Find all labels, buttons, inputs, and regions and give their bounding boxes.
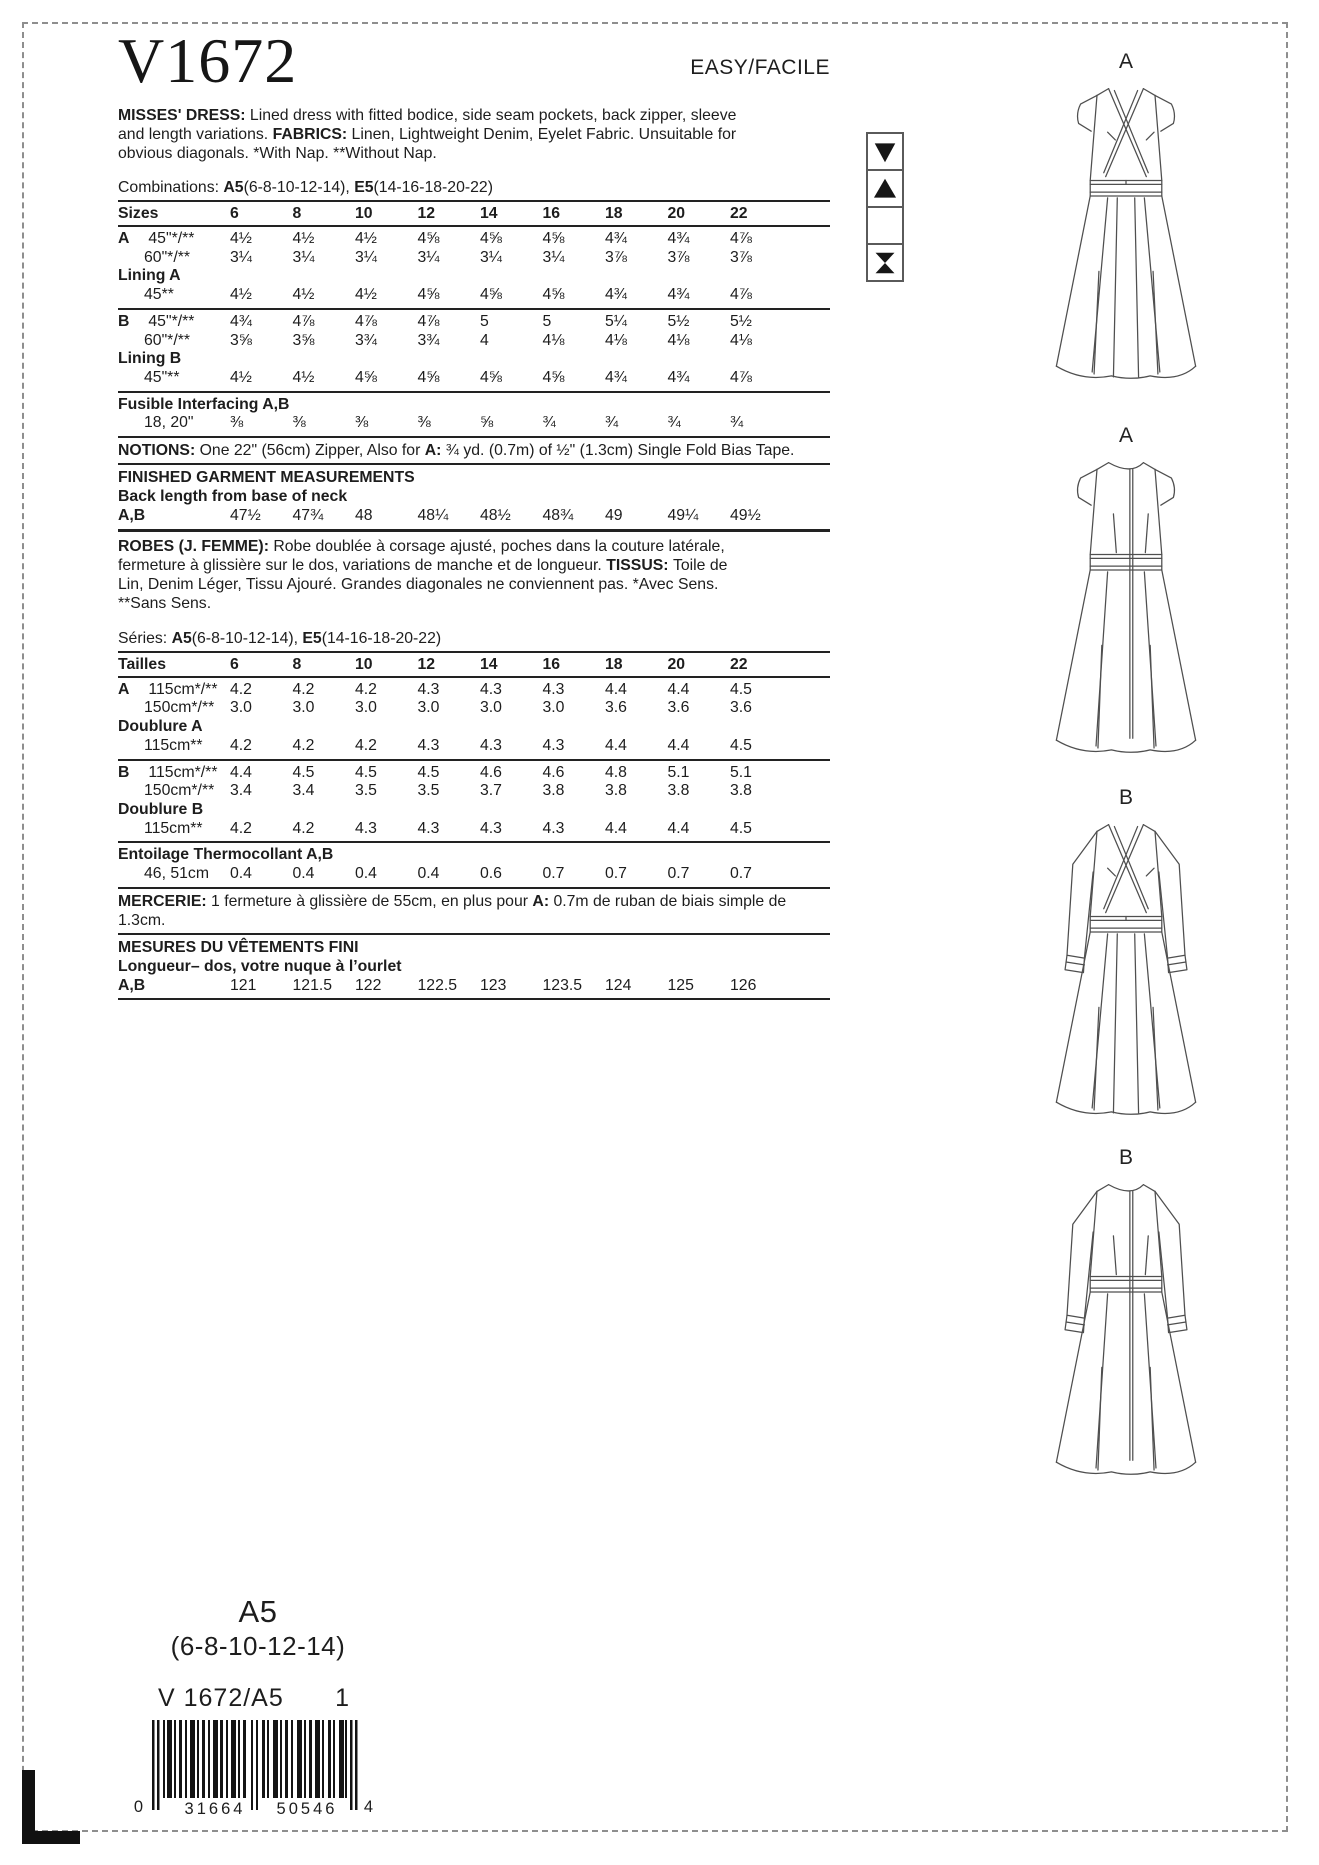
yardage-value: 48¼ <box>417 507 449 525</box>
size-column-header: 14 <box>480 205 498 222</box>
finished-measurements-table <box>118 507 830 532</box>
yardage-value: 3.8 <box>730 782 752 800</box>
mesures-title: MESURES DU VÊTEMENTS FINI <box>118 938 359 956</box>
view-b-back-label: B <box>1118 1146 1133 1169</box>
yardage-value: 4½ <box>292 230 315 247</box>
size-column-header: 12 <box>417 655 436 673</box>
row-label: 46, 51cm <box>144 865 209 883</box>
yardage-value: 0.7 <box>605 865 627 883</box>
yardage-value: 4.4 <box>605 680 627 698</box>
row-label: 60"*/** <box>144 331 191 349</box>
yardage-value: 4⅛ <box>730 331 752 349</box>
main-text-column <box>118 25 830 1003</box>
yardage-value: 4.2 <box>230 819 252 837</box>
yardage-value: 4½ <box>292 368 315 386</box>
yardage-value: 4.5 <box>292 763 315 781</box>
text-segment: Séries: <box>118 629 172 647</box>
yardage-value: 3.0 <box>355 699 377 717</box>
row-label: 150cm*/** <box>144 782 215 800</box>
yardage-value: 4.4 <box>667 819 690 837</box>
series-line <box>118 629 830 653</box>
size-range-label: (6-8-10-12-14) <box>170 1631 346 1661</box>
yardage-value: 4⅝ <box>542 230 565 247</box>
row-label: 60"*/** <box>144 248 191 266</box>
mesures-table <box>118 977 830 1001</box>
yardage-value: 4⅛ <box>542 331 565 349</box>
view-a-back-label: A <box>1118 424 1133 447</box>
row-label: 115cm** <box>144 736 203 754</box>
size-column-header: 12 <box>417 205 436 222</box>
size-column-header: 10 <box>355 205 373 222</box>
yardage-value: 5 <box>480 312 489 330</box>
yardage-value: 4⅝ <box>542 286 565 304</box>
text-segment: (14-16-18-20-22) <box>373 179 493 196</box>
dress-view-a-back <box>1040 424 1212 776</box>
table-row <box>118 977 830 1001</box>
yardage-value: 4.3 <box>542 680 565 698</box>
yardage-value: 0.4 <box>417 865 440 883</box>
row-label: A 45"*/** <box>118 230 195 247</box>
yardage-value: 4.3 <box>480 819 502 837</box>
yardage-value: 4.5 <box>355 763 377 781</box>
text-segment: Toile de Lin, Denim Léger, Tissu Ajouré. Grandes diagonales ne conviennent pas. *Avec Sens. **Sans Sens. <box>118 556 728 612</box>
yardage-value: 4.3 <box>417 819 440 837</box>
yardage-value: ¾ <box>667 414 681 432</box>
size-column-header: 22 <box>730 655 748 673</box>
row-label: 45** <box>144 286 174 304</box>
row-label: Lining B <box>118 350 182 368</box>
yardage-value: 4⅞ <box>292 312 315 330</box>
yardage-value: 123 <box>480 976 507 994</box>
table-label-header: Tailles <box>118 655 166 673</box>
yardage-value: 3.8 <box>667 782 690 800</box>
barcode-lead-digit: 0 <box>133 1798 147 1816</box>
dress-view-b-back-illustration <box>1042 1174 1210 1498</box>
size-combination-label: A5 <box>238 1594 278 1629</box>
yardage-value: 0.7 <box>667 865 690 883</box>
text-segment: ¾ yd. (0.7m) of ½" (1.3cm) Single Fold Bias Tape. <box>445 442 795 460</box>
yardage-value: 3⅞ <box>667 248 690 266</box>
table-row <box>118 718 830 737</box>
text-segment: A5 <box>171 629 192 647</box>
text-segment: Robe doublée à corsage ajusté, poches dans la couture latérale, fermeture à glissière sur le dos, variations de manche et de longueur. <box>118 537 725 574</box>
yardage-value: ⅝ <box>480 414 494 432</box>
blank-symbol-cell <box>866 206 904 245</box>
text-segment: ROBES (J. FEMME): <box>118 537 274 555</box>
yardage-value: ⅜ <box>292 414 306 432</box>
text-segment: Combinations: <box>118 179 224 196</box>
yardage-value: 3.5 <box>417 782 440 800</box>
yardage-value: 4.5 <box>730 819 752 837</box>
table-row <box>118 230 830 249</box>
yardage-value: 4.2 <box>292 680 315 698</box>
yardage-value: 3.0 <box>480 699 502 717</box>
mesures-subtitle: Longueur– dos, votre nuque à l’ourlet <box>118 957 402 975</box>
pattern-number: V1672 <box>118 25 298 96</box>
yardage-value: 4.3 <box>355 819 377 837</box>
view-a-label: A <box>1118 50 1133 73</box>
yardage-value: 5½ <box>667 312 690 330</box>
yardage-value: 4.6 <box>480 763 502 781</box>
yardage-value: 3.6 <box>730 699 752 717</box>
french-description <box>118 537 740 613</box>
yardage-value: 121 <box>230 976 257 994</box>
yardage-value: 3.4 <box>292 782 315 800</box>
yardage-value: 3.4 <box>230 782 252 800</box>
size-column-header: 14 <box>480 655 498 673</box>
yardage-value: ¾ <box>730 414 744 432</box>
yardage-value: 47¾ <box>292 507 324 525</box>
yardage-value: 3¼ <box>292 248 315 266</box>
sku-label: V 1672/A5 <box>158 1684 284 1712</box>
yardage-value: 3.8 <box>605 782 627 800</box>
yardage-value: 4¾ <box>605 230 627 247</box>
text-segment: E5 <box>354 179 374 196</box>
hourglass-icon <box>866 243 904 282</box>
view-b-label: B <box>1118 786 1133 809</box>
yardage-value: 4⅝ <box>417 368 440 386</box>
barcode-group2-digits: 50546 <box>276 1800 338 1818</box>
yardage-value: 4.3 <box>417 736 440 754</box>
table-row <box>118 737 830 761</box>
text-segment: A: <box>532 892 554 910</box>
table-row <box>118 764 830 783</box>
yardage-value: ¾ <box>542 414 556 432</box>
text-segment: 0.7m de ruban de biais simple de 1.3cm. <box>118 892 787 929</box>
header-row <box>118 25 830 106</box>
table-row <box>118 414 830 438</box>
yardage-value: 4.5 <box>730 736 752 754</box>
without-nap-triangle-up-icon <box>866 169 904 208</box>
yardage-value: 0.4 <box>355 865 377 883</box>
size-column-header: 20 <box>667 205 686 222</box>
text-segment: A: <box>424 442 446 460</box>
table-row <box>118 350 830 369</box>
imperial-yardage-table <box>118 203 830 438</box>
table-row <box>118 369 830 393</box>
row-label: Fusible Interfacing A,B <box>118 395 290 413</box>
yardage-value: 4.4 <box>605 819 627 837</box>
table-row <box>118 332 830 351</box>
row-label: A,B <box>118 976 146 994</box>
size-column-header: 8 <box>292 205 302 222</box>
yardage-value: 4⅞ <box>730 368 752 386</box>
yardage-value: 4⅞ <box>355 312 377 330</box>
yardage-value: 0.4 <box>292 865 315 883</box>
row-label: A 115cm*/** <box>118 680 218 698</box>
yardage-value: 4.2 <box>355 736 377 754</box>
yardage-value: 4.4 <box>230 763 252 781</box>
table-row <box>118 249 830 268</box>
yardage-value: 4½ <box>230 230 252 247</box>
yardage-value: 4¾ <box>605 368 627 386</box>
yardage-value: 5½ <box>730 312 752 330</box>
yardage-value: 3.0 <box>542 699 565 717</box>
yardage-value: 126 <box>730 976 757 994</box>
yardage-value: 3⅝ <box>292 331 315 349</box>
table-row <box>118 507 830 532</box>
yardage-value: 3¾ <box>417 331 440 349</box>
yardage-value: 4⅛ <box>605 331 627 349</box>
yardage-value: 4.3 <box>480 680 502 698</box>
size-column-header: 16 <box>542 655 561 673</box>
table-row <box>118 782 830 801</box>
yardage-value: 5¼ <box>605 312 627 330</box>
yardage-value: 122.5 <box>417 976 458 994</box>
row-label: B 45"*/** <box>118 312 195 330</box>
text-segment: Linen, Lightweight Denim, Eyelet Fabric. Unsuitable for obvious diagonals. *With Nap. **Without Nap. <box>118 126 737 162</box>
yardage-value: ⅜ <box>417 414 431 432</box>
yardage-value: 4⅝ <box>480 286 502 304</box>
row-label: B 115cm*/** <box>118 763 218 781</box>
text-segment: A5 <box>223 179 244 196</box>
row-label: 18, 20" <box>144 414 194 432</box>
yardage-value: 49 <box>605 507 623 525</box>
yardage-value: 48 <box>355 507 373 525</box>
text-segment: MISSES' DRESS: <box>118 107 250 124</box>
table-row <box>118 286 830 310</box>
yardage-value: 3⅞ <box>605 248 627 266</box>
yardage-value: 3.6 <box>667 699 690 717</box>
yardage-value: 4⅝ <box>480 230 502 247</box>
finished-measurements-title: FINISHED GARMENT MEASUREMENTS <box>118 469 415 487</box>
yardage-value: 4⅝ <box>480 368 502 386</box>
yardage-value: 4.2 <box>355 680 377 698</box>
yardage-value: 5 <box>542 312 552 330</box>
dress-view-b-back <box>1040 1146 1212 1498</box>
table-row <box>118 820 830 844</box>
yardage-value: 5.1 <box>730 763 752 781</box>
yardage-value: 4¾ <box>667 368 690 386</box>
english-description <box>118 106 740 163</box>
yardage-value: 48½ <box>480 507 511 525</box>
table-label-header: Sizes <box>118 205 159 222</box>
size-column-header: 8 <box>292 655 302 673</box>
size-column-header: 22 <box>730 205 748 222</box>
table-row <box>118 846 830 865</box>
size-column-header: 18 <box>605 205 623 222</box>
corner-registration-mark <box>22 1831 80 1844</box>
yardage-value: 3¼ <box>355 248 377 266</box>
yardage-value: 4.2 <box>292 736 315 754</box>
yardage-value: 4.3 <box>542 819 565 837</box>
yardage-value: 3¼ <box>480 248 502 266</box>
yardage-value: 4¾ <box>605 286 627 304</box>
yardage-value: ¾ <box>605 414 619 432</box>
yardage-value: 4¾ <box>667 286 690 304</box>
row-label: Doublure A <box>118 718 203 736</box>
yardage-value: 3⅝ <box>230 331 252 349</box>
yardage-value: 3¾ <box>355 331 377 349</box>
yardage-value: 3.0 <box>230 699 252 717</box>
yardage-value: 3.5 <box>355 782 377 800</box>
yardage-value: 4⅞ <box>730 286 752 304</box>
yardage-value: 125 <box>667 976 694 994</box>
yardage-value: 3.6 <box>605 699 627 717</box>
text-segment: MERCERIE: <box>118 892 212 910</box>
yardage-value: 121.5 <box>292 976 333 994</box>
yardage-value: 4¾ <box>230 312 252 330</box>
yardage-value: 124 <box>605 976 632 994</box>
yardage-value: 4.6 <box>542 763 565 781</box>
table-row <box>118 267 830 286</box>
yardage-value: 4.8 <box>605 763 627 781</box>
text-segment: Lined dress with fitted bodice, side seam pockets, back zipper, sleeve and length variations. <box>118 107 737 143</box>
text-segment: TISSUS: <box>606 556 673 574</box>
yardage-value: 4⅝ <box>355 368 377 386</box>
yardage-value: 47½ <box>230 507 261 525</box>
size-column-header: 10 <box>355 655 373 673</box>
with-nap-triangle-down-icon <box>866 132 904 171</box>
barcode-check-digit: 4 <box>363 1798 377 1816</box>
text-segment: (6-8-10-12-14), <box>243 179 355 196</box>
text-segment: 1 fermeture à glissière de 55cm, en plus pour <box>211 892 533 910</box>
upc-barcode <box>152 1720 358 1812</box>
yardage-value: 4.2 <box>230 736 252 754</box>
text-segment: (6-8-10-12-14), <box>191 629 303 647</box>
table-row <box>118 699 830 718</box>
yardage-value: 3.0 <box>417 699 440 717</box>
yardage-value: 123.5 <box>542 976 583 994</box>
yardage-value: 4.3 <box>542 736 565 754</box>
row-label: 150cm*/** <box>144 699 215 717</box>
yardage-value: 4½ <box>230 368 252 386</box>
yardage-value: 4¾ <box>667 230 690 247</box>
mercerie-paragraph <box>118 892 830 935</box>
table-row <box>118 396 830 415</box>
footer-size-block <box>118 1594 398 1662</box>
dress-view-a-front <box>1040 50 1212 402</box>
row-label: Doublure B <box>118 800 204 818</box>
dress-view-b-front <box>1040 786 1212 1138</box>
sku-row <box>158 1684 350 1713</box>
yardage-value: 4.3 <box>417 680 440 698</box>
yardage-value: 3.8 <box>542 782 565 800</box>
yardage-value: 4.5 <box>730 680 752 698</box>
size-column-header: 20 <box>667 655 686 673</box>
yardage-value: 4½ <box>355 286 377 304</box>
yardage-value: ⅜ <box>230 414 244 432</box>
yardage-value: 48¾ <box>542 507 574 525</box>
yardage-value: 49½ <box>730 507 761 525</box>
yardage-value: 3⅞ <box>730 248 752 266</box>
finished-measurements-subtitle: Back length from base of neck <box>118 488 348 506</box>
yardage-value: 0.6 <box>480 865 502 883</box>
row-label: Entoilage Thermocollant A,B <box>118 846 334 864</box>
difficulty-label: EASY/FACILE <box>690 56 830 79</box>
table-row <box>118 801 830 820</box>
text-segment: (14-16-18-20-22) <box>321 629 442 647</box>
yardage-value: ⅜ <box>355 414 369 432</box>
text-segment: E5 <box>302 629 322 647</box>
yardage-value: 4½ <box>292 286 315 304</box>
row-label: 45"** <box>144 368 180 386</box>
size-column-header: 6 <box>230 205 239 222</box>
yardage-value: 3¼ <box>417 248 440 266</box>
dress-view-a-back-illustration <box>1042 452 1210 776</box>
dress-view-b-front-illustration <box>1042 814 1210 1138</box>
combinations-line <box>118 178 830 202</box>
yardage-value: 0.7 <box>730 865 752 883</box>
table-header-row <box>118 203 830 227</box>
text-segment: NOTIONS: <box>118 442 200 460</box>
yardage-value: 4⅝ <box>417 230 440 247</box>
yardage-value: 3.7 <box>480 782 502 800</box>
size-column-header: 18 <box>605 655 623 673</box>
table-row <box>118 313 830 332</box>
yardage-value: 4½ <box>230 286 252 304</box>
table-row <box>118 681 830 700</box>
yardage-value: 4⅛ <box>667 331 690 349</box>
yardage-value: 4⅞ <box>417 312 440 330</box>
sheet-number: 1 <box>335 1684 350 1712</box>
yardage-value: 4.4 <box>605 736 627 754</box>
yardage-value: 4⅞ <box>730 230 752 247</box>
yardage-value: 3¼ <box>230 248 252 266</box>
yardage-value: 4½ <box>355 230 377 247</box>
yardage-value: 49¼ <box>667 507 699 525</box>
row-label: A,B <box>118 507 146 525</box>
row-label: 115cm** <box>144 819 203 837</box>
yardage-value: 4.2 <box>292 819 315 837</box>
dress-view-a-front-illustration <box>1042 78 1210 402</box>
nap-symbol-strip <box>866 132 906 282</box>
yardage-value: 0.4 <box>230 865 252 883</box>
yardage-value: 4.5 <box>417 763 440 781</box>
yardage-value: 4.4 <box>667 680 690 698</box>
yardage-value: 3.0 <box>292 699 315 717</box>
barcode-group1-digits: 31664 <box>184 1800 246 1818</box>
row-label: Lining A <box>118 267 181 285</box>
yardage-value: 122 <box>355 976 382 994</box>
yardage-value: 5.1 <box>667 763 690 781</box>
metric-yardage-table <box>118 654 830 889</box>
yardage-value: 4.3 <box>480 736 502 754</box>
table-header-row <box>118 654 830 678</box>
size-column-header: 6 <box>230 655 239 673</box>
notions-paragraph <box>118 441 830 465</box>
yardage-value: 4.2 <box>230 680 252 698</box>
table-row <box>118 865 830 889</box>
text-segment: One 22" (56cm) Zipper, Also for <box>199 442 425 460</box>
yardage-value: 4 <box>480 331 489 349</box>
yardage-value: 4.4 <box>667 736 690 754</box>
yardage-value: 4⅝ <box>417 286 440 304</box>
text-segment: FABRICS: <box>272 126 352 143</box>
yardage-value: 3¼ <box>542 248 565 266</box>
yardage-value: 4⅝ <box>542 368 565 386</box>
size-column-header: 16 <box>542 205 561 222</box>
yardage-value: 0.7 <box>542 865 565 883</box>
